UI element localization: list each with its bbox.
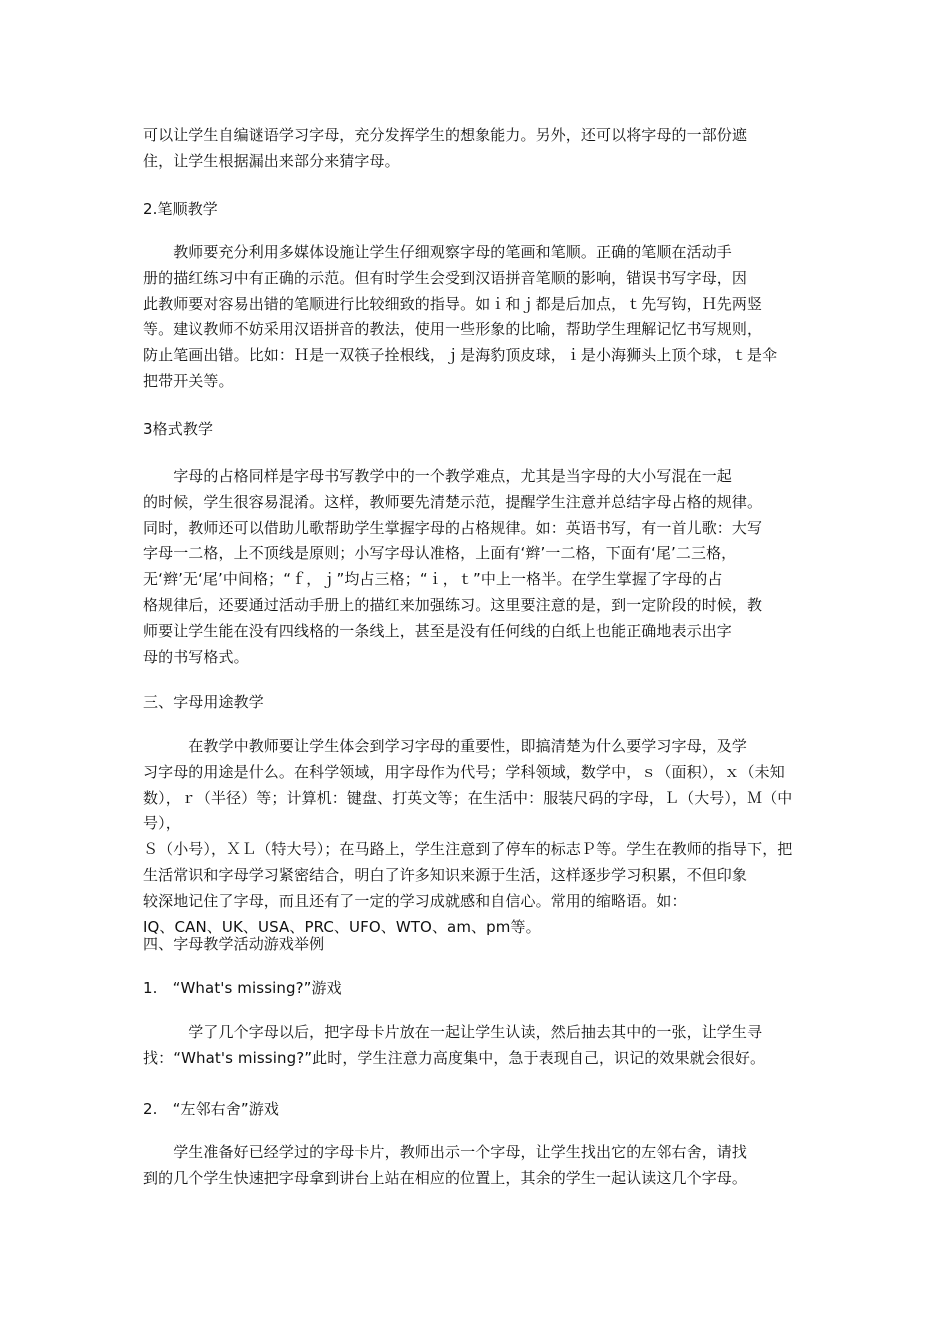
stroke-order-paragraph: 教师要充分利用多媒体设施让学生仔细观察字母的笔画和笔顺。正确的笔顺在活动手 册的描红练习中有正确的示范。但有时学生会受到汉语拼音笔顺的影响，错误书写字母，因 此教师要对容易出错的笔顺进行比较细致的指导。如ｉ和ｊ都是后加点，ｔ先写钩，Ｈ先两竖 等。建议教师不妨采用汉语拼音的教法，使用一些形象的比喻，帮助学生理解记忆书写规则， 防止笔画出错。比如：Ｈ是一双筷子拴根线，ｊ是海豹顶皮球，ｉ是小海狮头上顶个球，ｔ是伞 把带开关等。 xyxy=(143,243,778,390)
section-heading-games: 四、字母教学活动游戏举例 xyxy=(143,935,325,953)
format-paragraph: 字母的占格同样是字母书写教学中的一个教学难点，尤其是当字母的大小写混在一起 的时候，学生很容易混淆。这样，教师要先清楚示范，提醒学生注意并总结字母占格的规律。 同时，教师还可以借助儿歌帮助学生掌握字母的占格规律。如：英语书写，有一首儿歌：大写 字母一二格，上不顶线是原则；小写字母认准格，上面有‘辫’一二格，下面有‘尾’二三格， 无‘辫’无‘尾’中间格；“ｆ，ｊ”均占三格；“ｉ，ｔ”中上一格半。在学生掌握了字母的占 格规律后，还要通过活动手册上的描红来加强练习。这里要注意的是，到一定阶段的时候，教 师要让学生能在没有四线格的一条线上，甚至是没有任何线的白纸上也能正确地表示出字 母的书写格式。 xyxy=(143,467,763,666)
section-heading-stroke-order: 2.笔顺教学 xyxy=(143,200,218,218)
game2-heading: 2. “左邻右舍”游戏 xyxy=(143,1100,279,1118)
game1-heading: 1. “What's missing?”游戏 xyxy=(143,979,342,997)
usage-paragraph: 在教学中教师要让学生体会到学习字母的重要性，即搞清楚为什么要学习字母，及学 习字母的用途是什么。在科学领域，用字母作为代号；学科领域，数学中，ｓ（面积），ｘ（未知 数），ｒ（半径）等；计算机：键盘、打英文等；在生活中：服装尺码的字母，Ｌ（大号），Ｍ（中号）， Ｓ（小号），ＸＬ（特大号）；在马路上，学生注意到了停车的标志Ｐ等。学生在教师的指导下，把 生活常识和字母学习紧密结合，明白了许多知识来源于生活，这样逐步学习积累，不但印象 较深地记住了字母，而且还有了一定的学习成就感和自信心。常用的缩略语。如： IQ、CAN、UK、USA、PRC、UFO、WTO、am、pm等。 xyxy=(143,737,793,936)
intro-paragraph: 可以让学生自编谜语学习字母，充分发挥学生的想象能力。另外，还可以将字母的一部份遮 住，让学生根据漏出来部分来猜字母。 xyxy=(143,126,748,170)
section-heading-usage: 三、字母用途教学 xyxy=(143,693,264,711)
game2-paragraph: 学生准备好已经学过的字母卡片，教师出示一个字母，让学生找出它的左邻右舍，请找 到的几个学生快速把字母拿到讲台上站在相应的位置上，其余的学生一起认读这几个字母。 xyxy=(143,1143,748,1187)
section-heading-format: 3格式教学 xyxy=(143,420,214,438)
game1-paragraph: 学了几个字母以后，把字母卡片放在一起让学生认读，然后抽去其中的一张，让学生寻 找：“What's missing?”此时，学生注意力高度集中，急于表现自己，识记的效果就会很好。 xyxy=(143,1023,766,1067)
